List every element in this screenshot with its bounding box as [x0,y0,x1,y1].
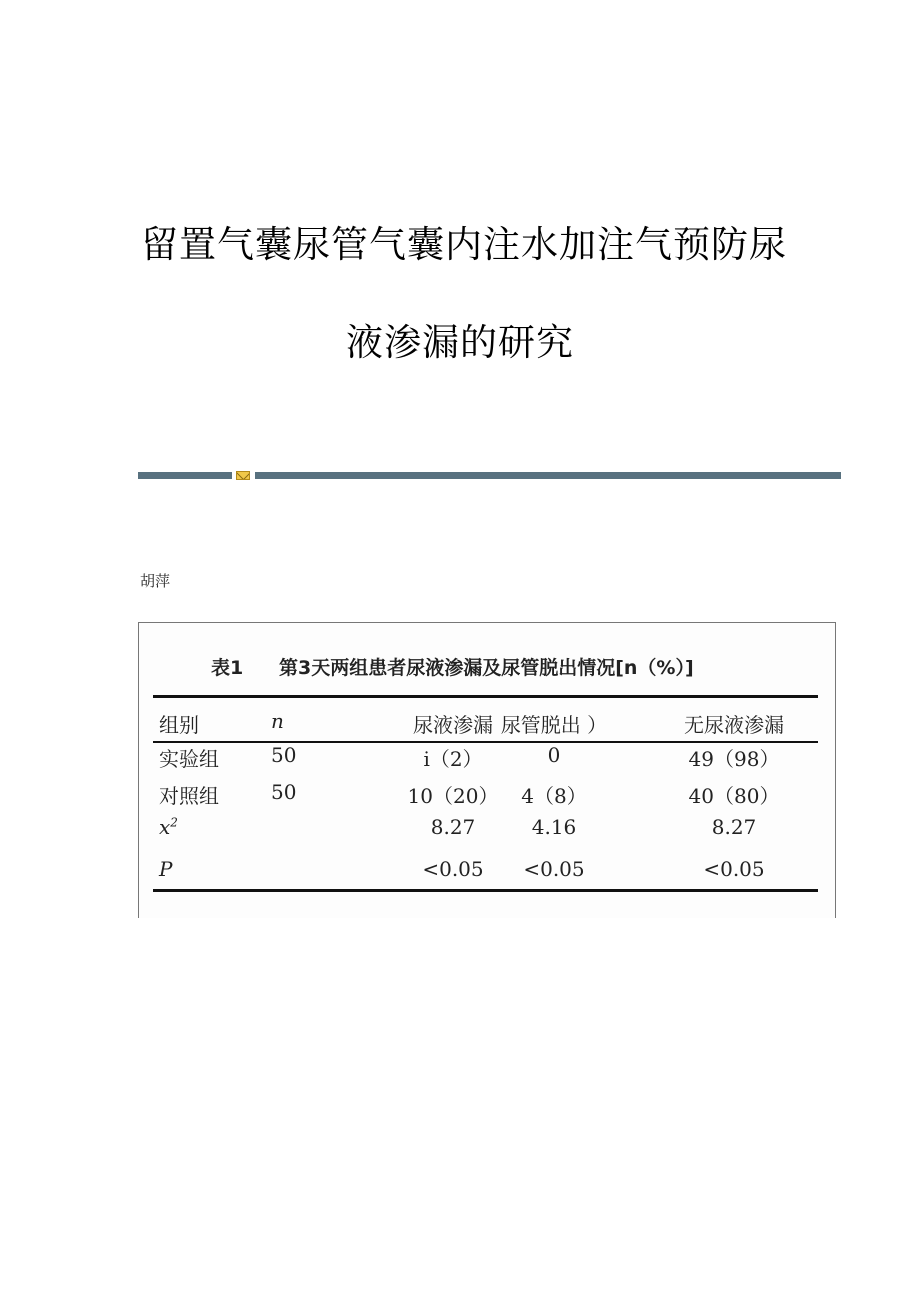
table-cell: 对照组 [159,784,219,808]
author-name: 胡萍 [140,572,171,590]
title-line-2: 液渗漏的研究 [346,321,574,364]
header-no-leakage: 无尿液渗漏 [684,713,784,737]
table-cell: 实验组 [159,747,219,771]
table-cell: 50 [271,743,297,767]
table-cell: 4.16 [531,815,577,839]
header-leakage: 尿液渗漏 [413,713,493,737]
table-cell: 10（20） [407,784,499,808]
table-cell: i（2） [423,747,483,771]
title-line-1: 留置气囊尿管气囊内注水加注气预防尿 [141,223,787,266]
table-rule-top [153,695,818,698]
section-divider [138,471,841,480]
divider-bar-left [138,472,232,479]
table-cell: 8.27 [711,815,757,839]
table-rule-bottom [153,889,818,892]
table-cell: <0.05 [703,857,765,881]
header-group: 组别 [159,713,199,737]
p-value-label: P [159,857,173,881]
table-cell: 49（98） [688,747,780,771]
table-cell: 50 [271,780,297,804]
envelope-icon [236,471,250,480]
table-cell: <0.05 [523,857,585,881]
table-cell: 0 [547,743,561,767]
divider-bar-right [255,472,841,479]
table-figure [138,622,836,918]
table-caption-text: 第3天两组患者尿液渗漏及尿管脱出情况[n（%）] [279,657,694,679]
header-catheter-out: 尿管脱出 ） [500,713,608,737]
table-cell: 4（8） [521,784,587,808]
chi-square-label [159,815,178,839]
chi-square-exponent: 2 [170,815,178,830]
chi-square-symbol: x [159,815,171,839]
table-cell: 40（80） [688,784,780,808]
header-n: n [271,709,284,733]
table-caption-number: 表1 [211,657,244,679]
table-cell: 8.27 [430,815,476,839]
table-cell: <0.05 [422,857,484,881]
